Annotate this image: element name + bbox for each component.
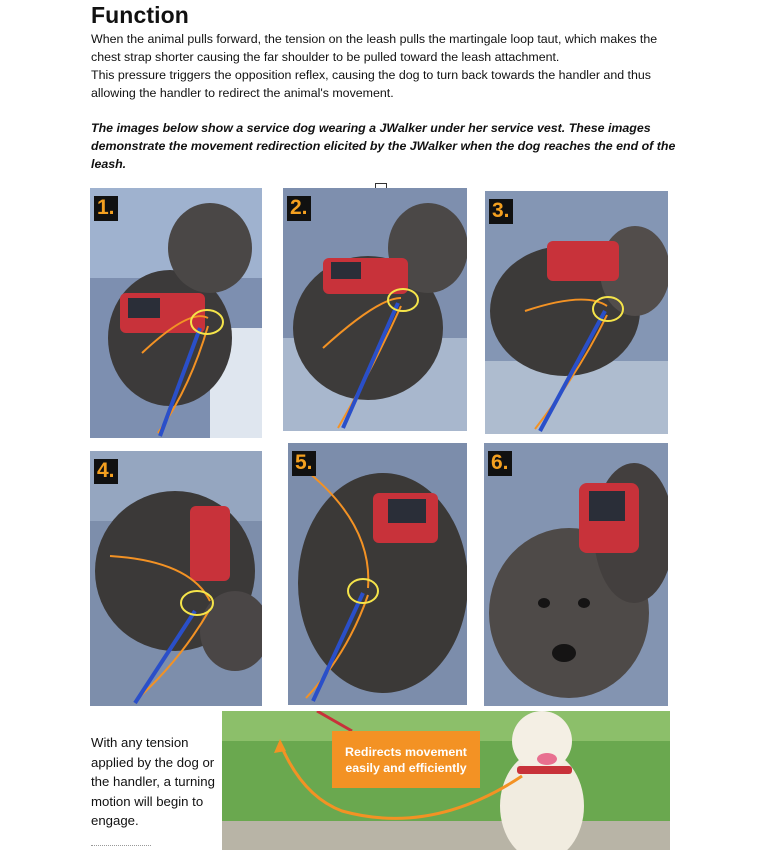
photo-2 — [283, 188, 467, 431]
body-line-1: When the animal pulls forward, the tension on the leash pulls the martingale loop taut, which makes the chest strap shorter causing the far shoulder to be pulled toward the leash attachment. — [91, 32, 658, 64]
photo-number-1: 1. — [94, 196, 118, 221]
photo-number-6: 6. — [488, 451, 512, 476]
photo-4 — [90, 451, 262, 706]
photo-1 — [90, 188, 262, 438]
body-paragraph — [91, 30, 671, 102]
photo-number-5: 5. — [292, 451, 316, 476]
photo-number-2: 2. — [287, 196, 311, 221]
photo-4-image — [90, 451, 262, 706]
photo-2-image — [283, 188, 467, 431]
photo-6-image — [484, 443, 668, 706]
cut-off-text-fragment — [91, 845, 151, 849]
photo-3-image — [485, 191, 668, 434]
photo-6 — [484, 443, 668, 706]
photo-5 — [288, 443, 467, 705]
photo-number-4: 4. — [94, 459, 118, 484]
photo-5-image — [288, 443, 467, 705]
redirect-banner-photo — [222, 711, 670, 850]
section-title: Function — [91, 2, 189, 28]
photo-3 — [485, 191, 668, 434]
redirect-label: Redirects movement easily and efficiently — [332, 731, 480, 788]
body-line-2: This pressure triggers the opposition reflex, causing the dog to turn back towards the handler and thus allowing the handler to redirect the animal's movement. — [91, 68, 651, 100]
lead-paragraph: The images below show a service dog wearing a JWalker under her service vest. These images demonstrate the movement redirection elicited by the JWalker when the dog reaches the end of the leash. — [91, 121, 676, 171]
photo-1-image — [90, 188, 262, 438]
caption-text: With any tension applied by the dog or the handler, a turning motion will begin to engage. — [91, 735, 215, 828]
photo-number-3: 3. — [489, 199, 513, 224]
